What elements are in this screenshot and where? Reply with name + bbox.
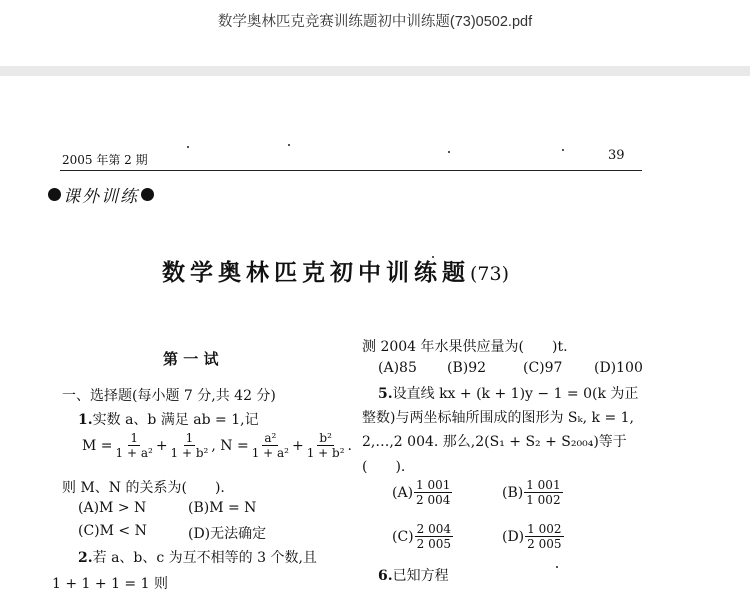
question-4-option-b: (B)92 [447,360,487,376]
question-1-option-b: (B)M = N [188,500,257,516]
question-2-formula-cut: 1 + 1 + 1 = 1 则 [52,576,168,592]
question-4-option-c: (C)97 [523,360,563,376]
article-title-text: 数学奥林匹克初中训练题 [162,259,470,286]
question-1-relation: 则 M、N 的关系为( ). [62,480,225,496]
issue-label: 2005 年第 2 期 [62,153,148,167]
question-1-option-c: (C)M < N [78,523,147,539]
question-4-option-d: (D)100 [594,360,643,376]
question-5-option-d: (D) $\frac{1 002}{2 005}$ [502,522,562,551]
part-heading: 第 一 试 [163,350,219,368]
question-4-option-a: (A)85 [378,360,417,376]
section-heading: 一、选择题(每小题 7 分,共 42 分) [62,388,276,404]
document-title: 数学奥林匹克竞赛训练题初中训练题(73)0502.pdf [217,13,533,30]
section-label-text: 课外训练 [63,187,139,207]
question-5-line-1: 5.设直线 kx + (k + 1)y − 1 = 0(k 为正 [378,386,639,402]
toolbar-separator [0,66,750,76]
page-number: 39 [608,148,625,163]
pdf-page [0,76,750,590]
question-1-formula: M = $\frac{1}{\text{1 + a²}}$ + $\frac{1}{\text{1 + b²}}$ , N = $\frac{\text{a²}}{\text{1 + a²}}$ + $\frac{\text{b²}}{\text{1 + b²}}$ . [82,431,352,460]
question-1-stem: 1.实数 a、b 满足 ab = 1,记 [78,412,259,428]
scan-speck [288,144,290,146]
article-title [162,254,509,287]
scan-speck [562,149,564,151]
section-label [48,182,154,207]
question-5-option-a: (A) $\frac{1 001}{2 004}$ [392,478,451,507]
question-5-line-3: 2,…,2 004. 那么,2(S₁ + S₂ + S₂₀₀₄)等于 [362,434,627,450]
question-1-option-a: (A)M > N [78,500,147,516]
question-4-tail: 测 2004 年水果供应量为( )t. [362,339,568,355]
header-rule [60,170,642,171]
question-5-line-2: 整数)与两坐标轴所围成的图形为 Sₖ, k = 1, [362,410,634,426]
question-5-option-c: (C) $\frac{2 004}{2 005}$ [392,522,451,551]
question-1-option-d: (D)无法确定 [188,526,267,542]
question-5-line-4: ( ). [362,459,406,475]
bullet-dot-icon [48,188,61,201]
scan-speck [187,146,189,148]
question-6-stem: 6.已知方程 [378,568,449,584]
question-2-stem: 2.若 a、b、c 为互不相等的 3 个数,且 [78,550,317,566]
article-title-number: (73) [470,263,510,285]
scan-speck [556,566,558,568]
bullet-dot-icon [141,188,154,201]
viewer-toolbar [0,0,750,40]
scan-speck [432,256,434,258]
question-5-option-b: (B) $\frac{1 001}{1 002}$ [502,478,561,507]
scan-speck [448,151,450,153]
